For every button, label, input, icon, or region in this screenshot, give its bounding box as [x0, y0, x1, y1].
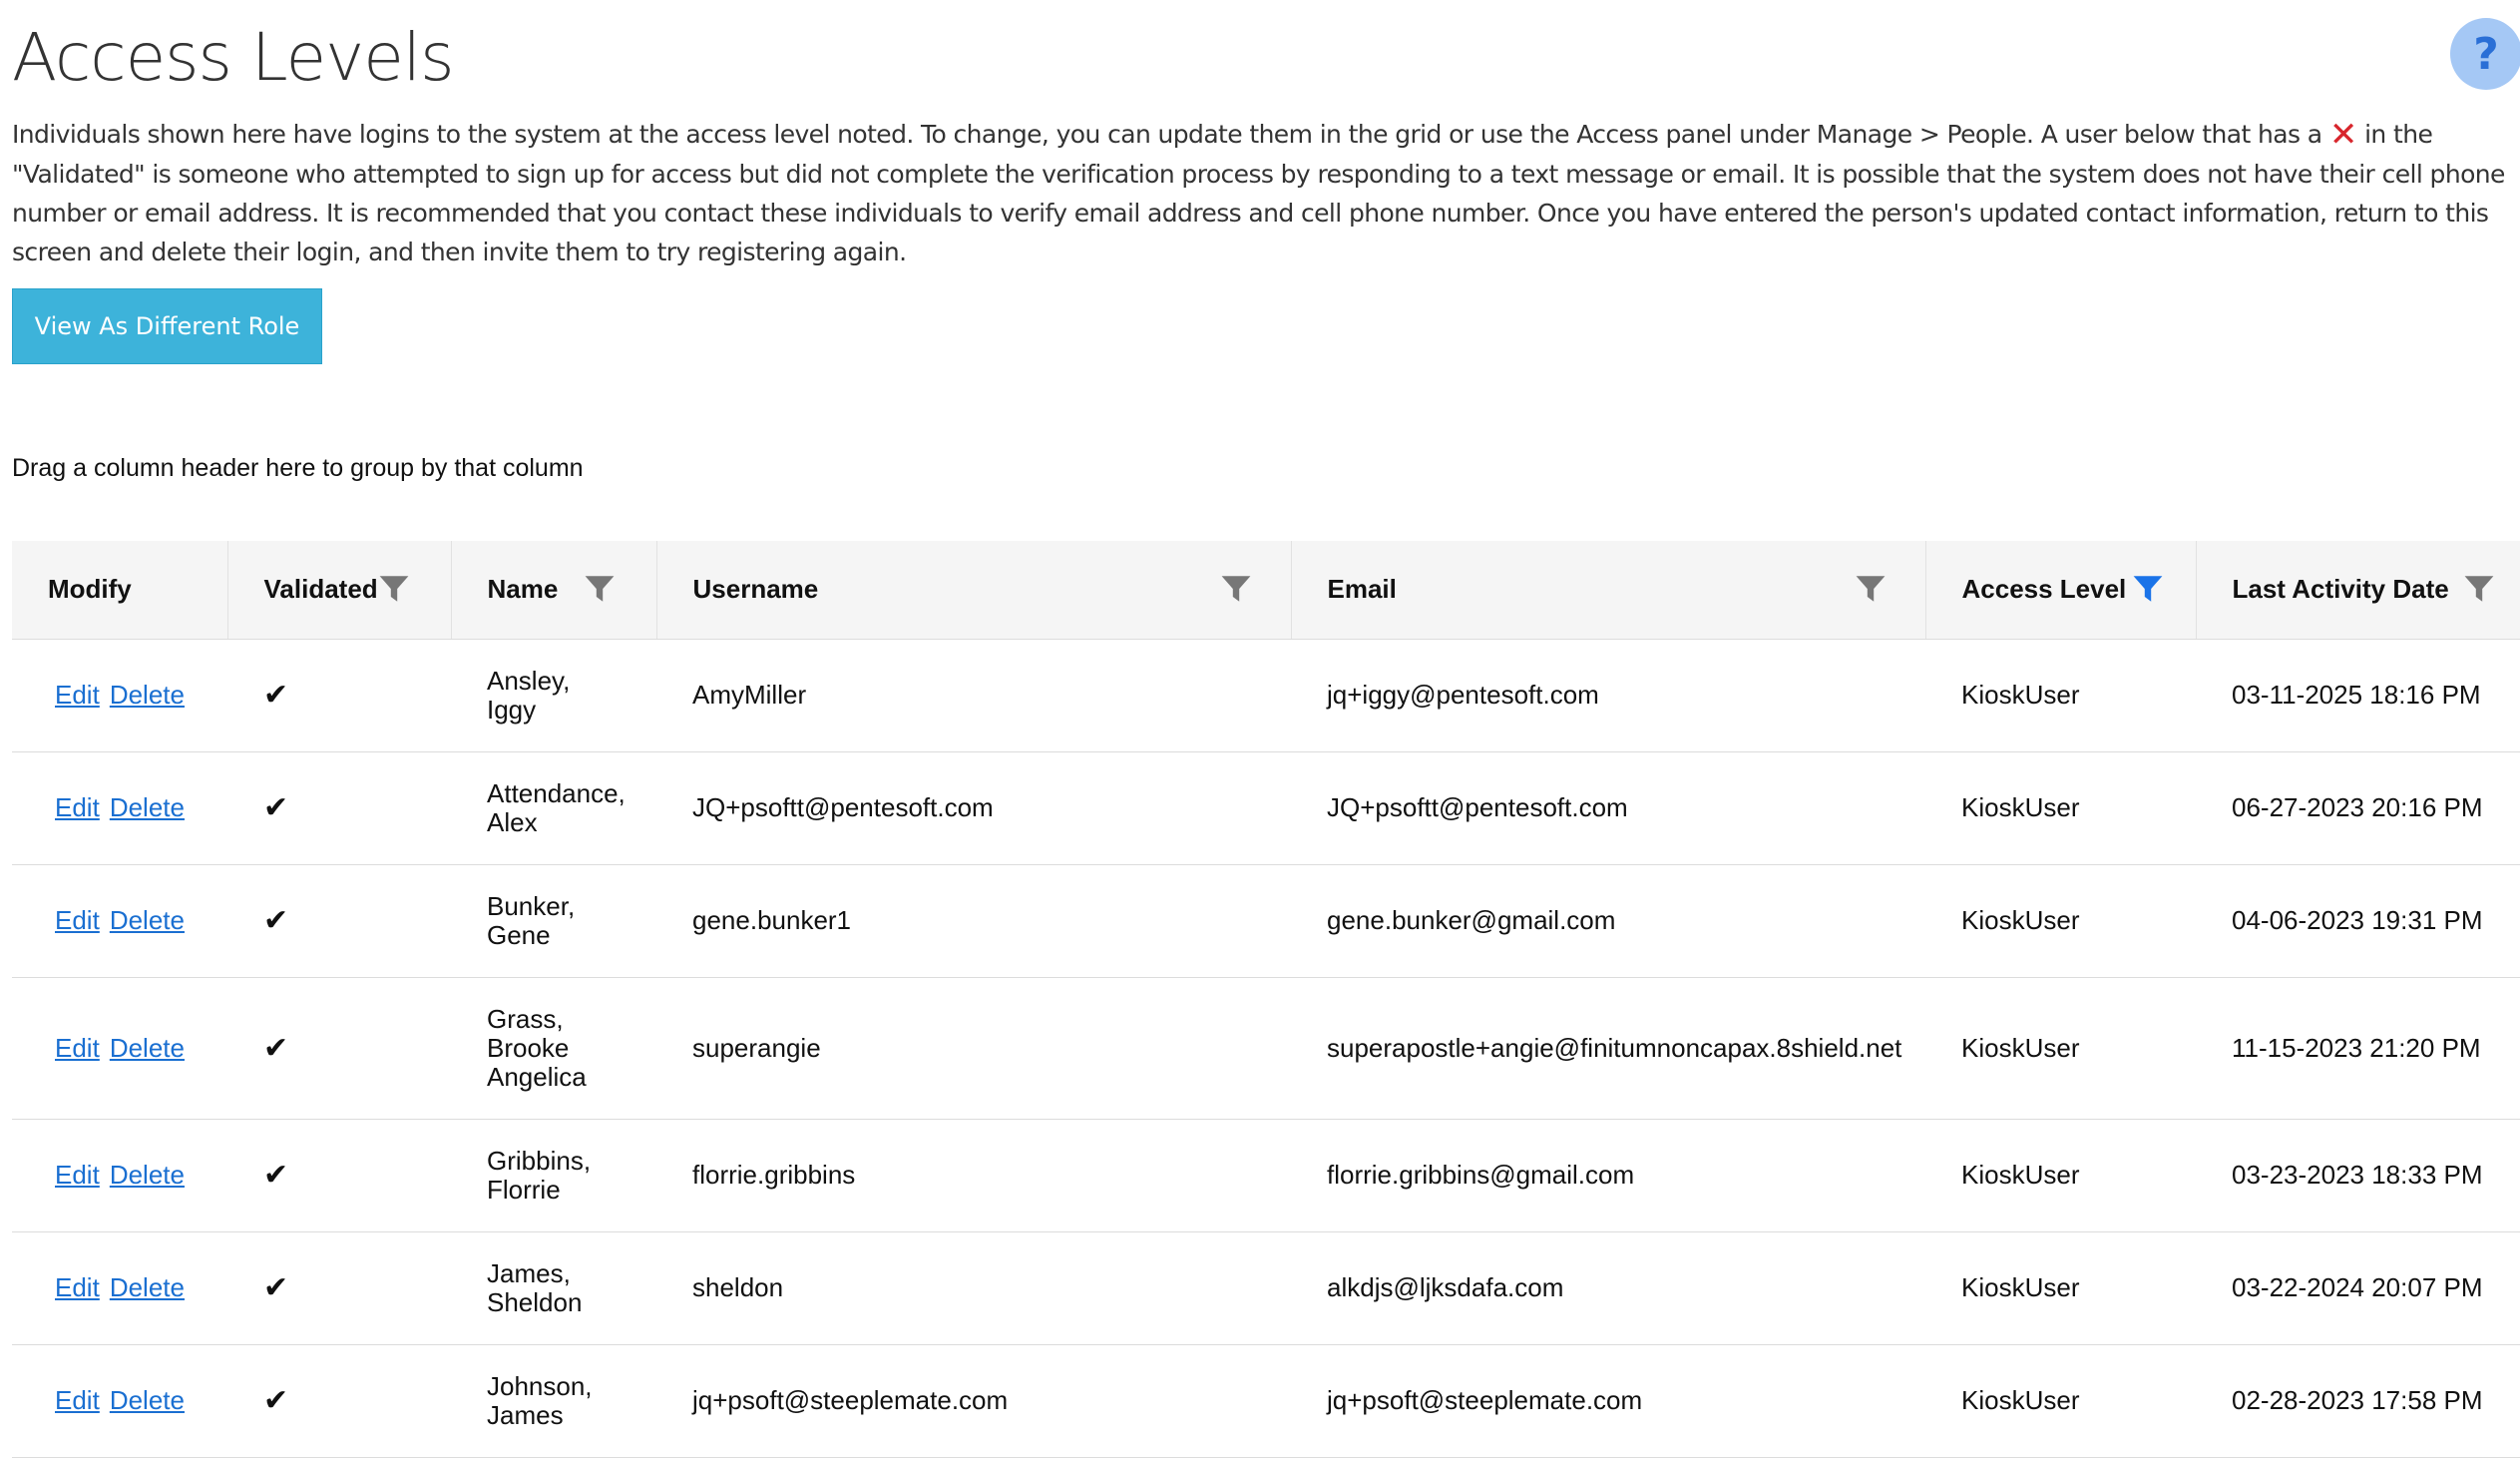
- last-activity-cell: 04-06-2023 19:31 PM: [2196, 864, 2520, 977]
- username-cell: florrie.gribbins: [656, 1119, 1291, 1231]
- filter-icon[interactable]: [1855, 573, 1887, 605]
- email-cell: jq+iggy@pentesoft.com: [1291, 639, 1925, 751]
- filter-icon[interactable]: [378, 573, 410, 605]
- intro-text: [12, 115, 2511, 271]
- red-x-icon: ✕: [2328, 115, 2357, 155]
- delete-link[interactable]: Delete: [109, 1032, 185, 1063]
- username-cell: JQ+psoftt@pentesoft.com: [656, 751, 1291, 864]
- access-level-cell: KioskUser: [1925, 751, 2196, 864]
- validated-checkmark: ✔: [227, 1231, 451, 1344]
- delete-link[interactable]: Delete: [109, 1385, 185, 1415]
- modify-cell: [12, 977, 227, 1119]
- name-line: Sheldon: [487, 1286, 583, 1317]
- username-cell: AmyMiller: [656, 639, 1291, 751]
- delete-link[interactable]: Delete: [109, 1160, 185, 1190]
- email-cell: florrie.gribbins@gmail.com: [1291, 1119, 1925, 1231]
- email-cell: gene.bunker@gmail.com: [1291, 864, 1925, 977]
- name-cell: [451, 639, 656, 751]
- column-label: Email: [1327, 574, 1397, 605]
- email-cell: JQ+psoftt@pentesoft.com: [1291, 751, 1925, 864]
- name-line: Ansley,: [487, 665, 571, 696]
- name-line: Iggy: [487, 694, 537, 725]
- edit-link[interactable]: Edit: [55, 1160, 100, 1190]
- edit-link[interactable]: Edit: [55, 1032, 100, 1063]
- edit-link[interactable]: Edit: [55, 905, 100, 935]
- name-line: Florrie: [487, 1174, 561, 1205]
- name-line: Bunker,: [487, 890, 576, 921]
- edit-link[interactable]: Edit: [55, 792, 100, 822]
- name-line: Johnson,: [487, 1370, 593, 1401]
- access-level-cell: KioskUser: [1925, 864, 2196, 977]
- validated-checkmark: ✔: [227, 639, 451, 751]
- edit-link[interactable]: Edit: [55, 680, 100, 710]
- column-header-validated[interactable]: [227, 541, 451, 639]
- delete-link[interactable]: Delete: [109, 792, 185, 822]
- name-line: Brooke: [487, 1032, 570, 1063]
- name-line: James: [487, 1399, 564, 1430]
- delete-link[interactable]: Delete: [109, 1272, 185, 1302]
- view-as-different-role-button[interactable]: View As Different Role: [12, 288, 322, 364]
- filter-icon[interactable]: [2463, 573, 2495, 605]
- name-cell: [451, 864, 656, 977]
- filter-icon[interactable]: [584, 573, 616, 605]
- access-level-cell: KioskUser: [1925, 1119, 2196, 1231]
- table-row: [12, 1119, 2520, 1231]
- page-title: Access Levels: [12, 19, 454, 96]
- username-cell: gene.bunker1: [656, 864, 1291, 977]
- name-line: James,: [487, 1257, 571, 1288]
- name-line: Attendance,: [487, 777, 626, 808]
- username-cell: sheldon: [656, 1231, 1291, 1344]
- access-level-cell: KioskUser: [1925, 1231, 2196, 1344]
- name-line: Gene: [487, 919, 551, 950]
- filter-icon[interactable]: [1220, 573, 1252, 605]
- table-row: [12, 751, 2520, 864]
- access-level-cell: KioskUser: [1925, 1344, 2196, 1457]
- last-activity-cell: 06-27-2023 20:16 PM: [2196, 751, 2520, 864]
- column-label: Access Level: [1961, 574, 2127, 605]
- last-activity-cell: 03-22-2024 20:07 PM: [2196, 1231, 2520, 1344]
- validated-checkmark: ✔: [227, 751, 451, 864]
- name-cell: [451, 1119, 656, 1231]
- name-line: Angelica: [487, 1061, 587, 1092]
- column-label: Last Activity Date: [2232, 574, 2449, 605]
- last-activity-cell: 03-23-2023 18:33 PM: [2196, 1119, 2520, 1231]
- username-cell: superangie: [656, 977, 1291, 1119]
- column-label: Modify: [48, 574, 132, 605]
- name-cell: [451, 1231, 656, 1344]
- column-header-name[interactable]: [451, 541, 656, 639]
- name-cell: [451, 751, 656, 864]
- email-cell: superapostle+angie@finitumnoncapax.8shield.net: [1291, 977, 1925, 1119]
- name-cell: [451, 1344, 656, 1457]
- table-row: [12, 1344, 2520, 1457]
- table-row: [12, 977, 2520, 1119]
- last-activity-cell: 03-11-2025 18:16 PM: [2196, 639, 2520, 751]
- name-line: Alex: [487, 806, 538, 837]
- validated-checkmark: ✔: [227, 1119, 451, 1231]
- last-activity-cell: 11-15-2023 21:20 PM: [2196, 977, 2520, 1119]
- modify-cell: [12, 864, 227, 977]
- column-header-email[interactable]: [1291, 541, 1925, 639]
- access-level-cell: KioskUser: [1925, 639, 2196, 751]
- intro-text-part2: in the "Validated" is someone who attempted to sign up for access but did not complete the verification process by responding to a text message or email. It is possible that the system does not have their cell phone number or email address. It is recommended that you contact these individuals to verify email address and cell phone number. Once you have entered the person's updated contact information, return to this screen and delete their login, and then invite them to try registering again.: [12, 120, 2505, 266]
- username-cell: jq+psoft@steeplemate.com: [656, 1344, 1291, 1457]
- access-grid: [12, 541, 2520, 1458]
- column-header-access-level[interactable]: [1925, 541, 2196, 639]
- column-header-username[interactable]: [656, 541, 1291, 639]
- access-level-cell: KioskUser: [1925, 977, 2196, 1119]
- filter-active-icon[interactable]: [2132, 573, 2164, 605]
- email-cell: alkdjs@ljksdafa.com: [1291, 1231, 1925, 1344]
- name-line: Grass,: [487, 1003, 564, 1034]
- modify-cell: [12, 1119, 227, 1231]
- column-label: Name: [487, 574, 559, 605]
- edit-link[interactable]: Edit: [55, 1385, 100, 1415]
- table-row: [12, 639, 2520, 751]
- validated-checkmark: ✔: [227, 977, 451, 1119]
- modify-cell: [12, 1344, 227, 1457]
- question-mark-icon: ?: [2473, 28, 2499, 80]
- delete-link[interactable]: Delete: [109, 905, 185, 935]
- modify-cell: [12, 1231, 227, 1344]
- column-header-last-activity-date[interactable]: [2196, 541, 2520, 639]
- last-activity-cell: 02-28-2023 17:58 PM: [2196, 1344, 2520, 1457]
- validated-checkmark: ✔: [227, 864, 451, 977]
- table-row: [12, 1231, 2520, 1344]
- name-line: Gribbins,: [487, 1145, 592, 1176]
- group-by-drop-zone[interactable]: Drag a column header here to group by that column: [12, 454, 584, 482]
- modify-cell: [12, 639, 227, 751]
- edit-link[interactable]: Edit: [55, 1272, 100, 1302]
- column-label: Username: [692, 574, 819, 605]
- table-row: [12, 864, 2520, 977]
- validated-checkmark: ✔: [227, 1344, 451, 1457]
- intro-text-part1: Individuals shown here have logins to the system at the access level noted. To change, you can update them in the grid or use the Access panel under Manage > People. A user below that has a: [12, 120, 2329, 149]
- grid-header-row: [12, 541, 2520, 639]
- email-cell: jq+psoft@steeplemate.com: [1291, 1344, 1925, 1457]
- modify-cell: [12, 751, 227, 864]
- help-button[interactable]: [2450, 18, 2520, 90]
- column-header-modify[interactable]: [12, 541, 227, 639]
- name-cell: [451, 977, 656, 1119]
- column-label: Validated: [263, 574, 378, 605]
- delete-link[interactable]: Delete: [109, 680, 185, 710]
